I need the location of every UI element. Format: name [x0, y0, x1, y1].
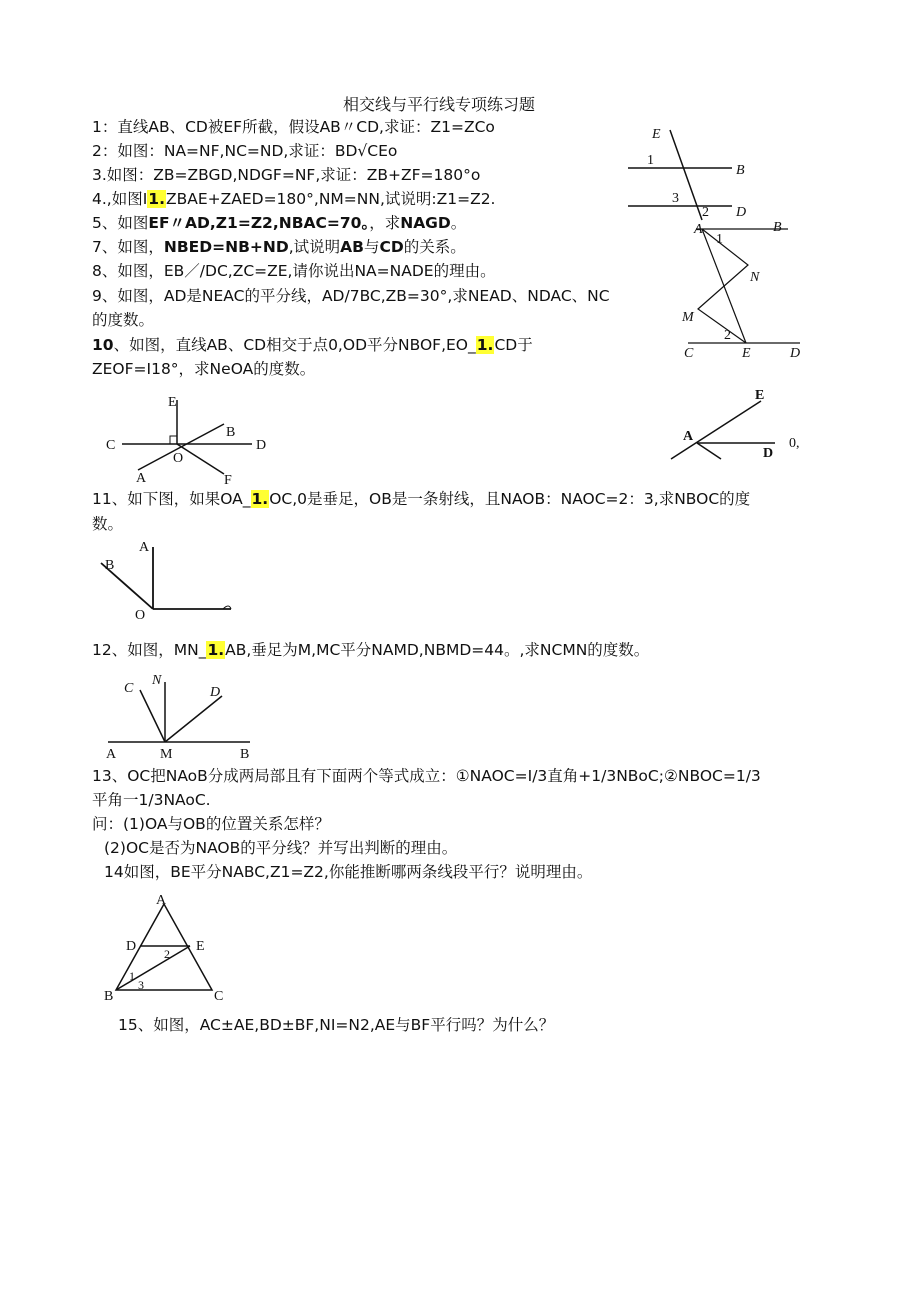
fig10-label-c: C	[106, 438, 116, 453]
fig12-label-c: C	[124, 681, 134, 696]
fig10-label-b: B	[226, 425, 236, 440]
question-10-post: CD于	[494, 336, 533, 354]
question-7-ab: AB	[340, 238, 364, 256]
question-9-line2: 的度数。	[92, 311, 155, 329]
question-11-line1	[92, 489, 750, 509]
question-12	[92, 640, 649, 660]
question-15: 15、如图，AC±AE,BD±BF,NI=N2,AE与BF平行吗？为什么？	[118, 1016, 555, 1034]
fig2-label-e: E	[742, 346, 751, 361]
fig1-label-d: D	[736, 205, 747, 220]
fig3-label-a: A	[683, 429, 694, 444]
fig1-angle-3: 3	[672, 191, 679, 206]
fig14-label-c: C	[214, 989, 224, 1004]
question-11-line2: 数。	[92, 515, 124, 533]
fig1-angle-1: 1	[647, 153, 654, 168]
fig10-label-o: O	[173, 451, 184, 466]
question-7-end: 的关系。	[403, 238, 466, 256]
fig12-label-a: A	[106, 747, 117, 762]
fig11-label-a: A	[139, 540, 150, 555]
fig12-label-d: D	[210, 685, 221, 700]
question-5-pre: 5、如图	[92, 214, 149, 232]
fig14-angle-3: 3	[138, 978, 144, 992]
question-2: 2：如图：NA=NF,NC=ND,求证：BD√CEo	[92, 142, 398, 160]
fig3-label-d: D	[763, 446, 774, 461]
question-4-post: ZBAE+ZAED=180°,NM=NN,试说明:Z1=Z2.	[165, 190, 496, 208]
figure-14-triangle	[100, 890, 235, 1005]
question-7-cd: CD	[379, 238, 404, 256]
fig2-label-m: M	[682, 310, 694, 325]
fig14-label-e: E	[196, 939, 205, 954]
question-7-mid: ,试说明	[288, 238, 341, 256]
figure-11-right-angle	[95, 535, 245, 625]
question-8: 8、如图，EB／/DC,ZC=ZE,请你说出NA=NADE的理由。	[92, 262, 496, 280]
question-5-condition: EF〃AD,Z1=Z2,NBAC=70。	[148, 214, 370, 232]
fig14-angle-1: 1	[129, 969, 135, 983]
question-13-line2: 平角一1/3NAoC.	[92, 791, 211, 809]
fig2-label-c: C	[684, 346, 694, 361]
question-13-line1: 13、OC把NAoB分成两局部且有下面两个等式成立：①NAOC=I/3直角+1/3NBoC;②NBOC=1/3	[92, 767, 761, 785]
figure-10-intersecting-lines	[100, 390, 290, 488]
question-7-pre: 7、如图，	[92, 238, 164, 256]
figure-12-perpendicular	[100, 668, 265, 763]
question-13-line3: 问：(1)OA与OB的位置关系怎样？	[92, 815, 330, 833]
fig12-label-m: M	[160, 747, 173, 762]
figure-2-zigzag	[680, 215, 820, 365]
question-13-line4: (2)OC是否为NAOB的平分线？并写出判断的理由。	[104, 839, 458, 857]
fig1-label-e: E	[652, 127, 661, 142]
highlight-mark: 1.	[148, 190, 165, 208]
question-5-end: 。	[450, 214, 467, 232]
question-10-line1	[92, 335, 533, 355]
fig11-label-b: B	[105, 558, 115, 573]
question-1: 1：直线AB、CD被EF所截，假设AB〃CD,求证：Z1=ZCo	[92, 118, 495, 136]
fig2-angle-2: 2	[724, 328, 731, 343]
highlight-mark: 1.	[476, 336, 494, 354]
question-5-target: NAGD	[400, 214, 451, 232]
figure-3-rays	[665, 385, 815, 465]
question-11-pre: 11、如下图，如果OA_	[92, 490, 251, 508]
fig10-label-e: E	[168, 395, 177, 410]
fig10-label-a: A	[136, 471, 147, 486]
question-7	[92, 237, 466, 257]
fig1-label-b: B	[736, 163, 745, 178]
page-title: 相交线与平行线专项练习题	[343, 95, 536, 114]
question-10-text: 、如图，直线AB、CD相交于点0,OD平分NBOF,EO_	[113, 336, 476, 354]
fig3-label-e: E	[755, 388, 765, 403]
question-10-number: 10	[92, 336, 114, 354]
question-7-condition: NBED=NB+ND	[163, 238, 289, 256]
highlight-mark: 1.	[207, 641, 225, 659]
question-14: 14如图，BE平分NABC,Z1=Z2,你能推断哪两条线段平行？说明理由。	[104, 863, 593, 881]
question-12-pre: 12、如图，MN_	[92, 641, 207, 659]
fig10-label-f: F	[224, 473, 232, 488]
highlight-mark: 1.	[251, 490, 269, 508]
fig1-angle-2: 2	[702, 205, 709, 220]
question-4-pre: 4.,如图I	[92, 190, 148, 208]
fig14-label-a: A	[156, 893, 167, 908]
question-5	[92, 213, 466, 233]
question-10-line2: ZEOF=I18°，求NeOA的度数。	[92, 360, 316, 378]
fig2-angle-1: 1	[716, 232, 723, 247]
fig11-label-o: O	[135, 608, 146, 623]
fig2-label-n: N	[750, 270, 760, 285]
fig2-label-b: B	[773, 220, 782, 235]
question-12-post: AB,垂足为M,MC平分NAMD,NBMD=44。,求NCMN的度数。	[225, 641, 650, 659]
fig12-label-b: B	[240, 747, 250, 762]
question-4	[92, 189, 496, 209]
fig12-label-n: N	[152, 673, 162, 688]
fig2-label-d: D	[790, 346, 801, 361]
question-11-post: OC,0是垂足，OB是一条射线，且NAOB：NAOC=2：3,求NBOC的度	[269, 490, 751, 508]
question-5-post: ，求	[369, 214, 401, 232]
figure-1-parallel-lines	[620, 120, 770, 220]
fig3-label-o: 0,	[789, 436, 800, 451]
fig14-label-b: B	[104, 989, 114, 1004]
question-7-mid2: 与	[363, 238, 380, 256]
question-3: 3.如图：ZB=ZBGD,NDGF=NF,求证：ZB+ZF=180°o	[92, 166, 481, 184]
question-9-line1: 9、如图，AD是NEAC的平分线，AD/7BC,ZB=30°,求NEAD、NDAC、NC	[92, 287, 610, 305]
fig14-label-d: D	[126, 939, 137, 954]
fig14-angle-2: 2	[164, 947, 170, 961]
fig2-label-a: A	[694, 222, 703, 237]
fig10-label-d: D	[256, 438, 267, 453]
